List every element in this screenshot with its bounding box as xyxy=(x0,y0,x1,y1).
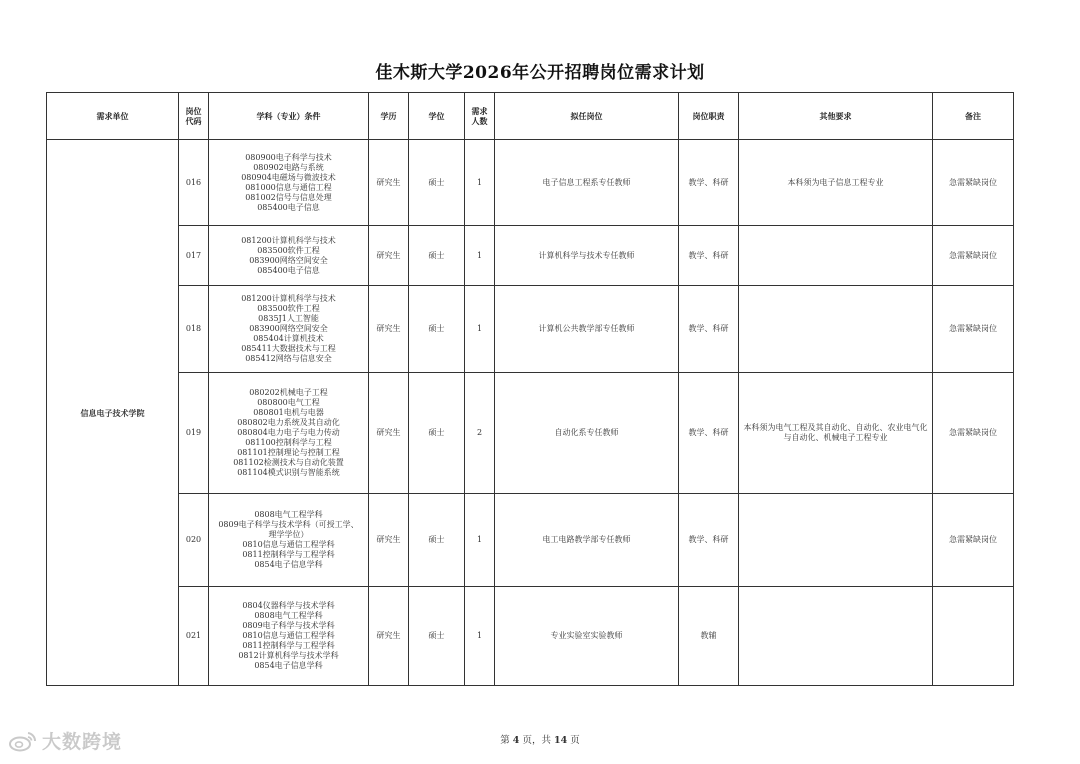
education-cell: 研究生 xyxy=(369,494,409,587)
subject-cell xyxy=(209,226,369,286)
education-cell: 研究生 xyxy=(369,140,409,226)
subject-line: 083900网络空间安全 xyxy=(249,255,328,265)
header-count: 需求 人数 xyxy=(465,93,495,140)
position-code-cell: 017 xyxy=(179,226,209,286)
other-requirement-cell: 本科须为电气工程及其自动化、自动化、农业电气化与自动化、机械电子工程专业 xyxy=(739,373,933,494)
subject-line: 085404计算机技术 xyxy=(253,334,324,343)
subject-line: 0809电子科学与技术学科（可授工学、 xyxy=(218,520,359,529)
other-requirement-cell xyxy=(739,587,933,686)
count-cell: 2 xyxy=(465,373,495,494)
duty-cell: 教学、科研 xyxy=(679,226,739,286)
education-cell: 研究生 xyxy=(369,587,409,686)
degree-cell: 硕士 xyxy=(409,226,465,286)
duty-cell: 教学、科研 xyxy=(679,373,739,494)
degree-cell: 硕士 xyxy=(409,140,465,226)
table-row xyxy=(47,494,1014,587)
header-subject: 学科（专业）条件 xyxy=(209,93,369,140)
subject-line: 081000信息与通信工程 xyxy=(245,182,332,192)
remark-cell: 急需紧缺岗位 xyxy=(933,226,1014,286)
subject-line: 0809电子科学与技术学科 xyxy=(242,621,335,630)
watermark-text: 大数跨境 xyxy=(42,731,123,753)
header-degree: 学位 xyxy=(409,93,465,140)
subject-line: 0811控制科学与工程学科 xyxy=(242,641,335,650)
duty-cell: 教学、科研 xyxy=(679,140,739,226)
unit-cell: 信息电子技术学院 xyxy=(47,140,179,686)
subject-line: 080804电力电子与电力传动 xyxy=(237,428,340,437)
subject-line: 085411大数据技术与工程 xyxy=(241,344,336,353)
subject-line: 0835J1人工智能 xyxy=(258,314,319,323)
subject-line: 080800电气工程 xyxy=(257,398,320,407)
subject-line: 080900电子科学与技术 xyxy=(245,152,332,162)
position-cell: 自动化系专任教师 xyxy=(495,373,679,494)
other-requirement-cell xyxy=(739,494,933,587)
position-code-cell: 016 xyxy=(179,140,209,226)
subject-line: 085412网络与信息安全 xyxy=(245,354,332,363)
subject-line: 081104模式识别与智能系统 xyxy=(237,468,340,477)
subject-line: 081101控制理论与控制工程 xyxy=(237,448,340,457)
page-title: 佳木斯大学2026年公开招聘岗位需求计划 xyxy=(375,63,705,83)
subject-line: 080802电力系统及其自动化 xyxy=(237,418,340,427)
subject-line: 081200计算机科学与技术 xyxy=(241,235,336,245)
remark-cell: 急需紧缺岗位 xyxy=(933,140,1014,226)
count-cell: 1 xyxy=(465,286,495,373)
subject-line: 085400电子信息 xyxy=(257,202,320,212)
subject-line: 080902电路与系统 xyxy=(253,162,324,172)
subject-line: 0812计算机科学与技术学科 xyxy=(238,651,339,660)
position-code-cell: 020 xyxy=(179,494,209,587)
header-other: 其他要求 xyxy=(739,93,933,140)
subject-line: 083500软件工程 xyxy=(257,245,320,255)
remark-cell xyxy=(933,587,1014,686)
position-cell: 专业实验室实验教师 xyxy=(495,587,679,686)
weibo-logo-icon xyxy=(8,730,38,752)
position-cell: 计算机公共教学部专任教师 xyxy=(495,286,679,373)
subject-line: 0808电气工程学科 xyxy=(254,510,323,519)
table-row xyxy=(47,286,1014,373)
header-remark: 备注 xyxy=(933,93,1014,140)
degree-cell: 硕士 xyxy=(409,373,465,494)
subject-line: 081102检测技术与自动化装置 xyxy=(233,458,344,467)
position-code-cell: 021 xyxy=(179,587,209,686)
table-row xyxy=(47,140,1014,226)
remark-cell: 急需紧缺岗位 xyxy=(933,494,1014,587)
subject-cell xyxy=(209,494,369,587)
subject-cell xyxy=(209,286,369,373)
subject-line: 083500软件工程 xyxy=(257,304,320,313)
header-duty: 岗位职责 xyxy=(679,93,739,140)
subject-line: 080904电磁场与微波技术 xyxy=(241,172,336,182)
subject-line: 080801电机与电器 xyxy=(253,408,324,417)
other-requirement-cell xyxy=(739,226,933,286)
position-code-cell: 018 xyxy=(179,286,209,373)
position-code-cell: 019 xyxy=(179,373,209,494)
subject-line: 0810信息与通信工程学科 xyxy=(242,540,335,549)
degree-cell: 硕士 xyxy=(409,587,465,686)
count-cell: 1 xyxy=(465,226,495,286)
education-cell: 研究生 xyxy=(369,373,409,494)
subject-line: 0808电气工程学科 xyxy=(254,611,323,620)
subject-line: 理学学位） xyxy=(268,530,309,539)
subject-line: 081100控制科学与工程 xyxy=(245,438,332,447)
table-row xyxy=(47,373,1014,494)
other-requirement-cell: 本科须为电子信息工程专业 xyxy=(739,140,933,226)
page-number: 第 4 页，共 14 页 xyxy=(500,735,580,746)
subject-line: 081002信号与信息处理 xyxy=(245,192,332,202)
subject-cell xyxy=(209,140,369,226)
watermark xyxy=(8,727,122,754)
remark-cell: 急需紧缺岗位 xyxy=(933,373,1014,494)
table-row xyxy=(47,226,1014,286)
subject-line: 081200计算机科学与技术 xyxy=(241,294,336,303)
subject-cell xyxy=(209,373,369,494)
subject-line: 083900网络空间安全 xyxy=(249,324,328,333)
duty-cell: 教学、科研 xyxy=(679,286,739,373)
subject-line: 0854电子信息学科 xyxy=(254,560,323,569)
degree-cell: 硕士 xyxy=(409,286,465,373)
subject-line: 0854电子信息学科 xyxy=(254,661,323,670)
subject-line: 085400电子信息 xyxy=(257,265,320,275)
count-cell: 1 xyxy=(465,494,495,587)
education-cell: 研究生 xyxy=(369,226,409,286)
degree-cell: 硕士 xyxy=(409,494,465,587)
recruitment-plan-table xyxy=(46,92,1014,686)
header-position: 拟任岗位 xyxy=(495,93,679,140)
header-code: 岗位 代码 xyxy=(179,93,209,140)
header-education: 学历 xyxy=(369,93,409,140)
other-requirement-cell xyxy=(739,286,933,373)
position-cell: 电工电路教学部专任教师 xyxy=(495,494,679,587)
table-row xyxy=(47,587,1014,686)
duty-cell: 教学、科研 xyxy=(679,494,739,587)
remark-cell: 急需紧缺岗位 xyxy=(933,286,1014,373)
subject-line: 0804仪器科学与技术学科 xyxy=(242,601,335,610)
subject-cell xyxy=(209,587,369,686)
position-cell: 电子信息工程系专任教师 xyxy=(495,140,679,226)
count-cell: 1 xyxy=(465,587,495,686)
education-cell: 研究生 xyxy=(369,286,409,373)
header-unit: 需求单位 xyxy=(47,93,179,140)
subject-line: 0811控制科学与工程学科 xyxy=(242,550,335,559)
subject-line: 080202机械电子工程 xyxy=(249,388,328,397)
count-cell: 1 xyxy=(465,140,495,226)
subject-line: 0810信息与通信工程学科 xyxy=(242,631,335,640)
position-cell: 计算机科学与技术专任教师 xyxy=(495,226,679,286)
table-header-row xyxy=(47,93,1014,140)
duty-cell: 教辅 xyxy=(679,587,739,686)
